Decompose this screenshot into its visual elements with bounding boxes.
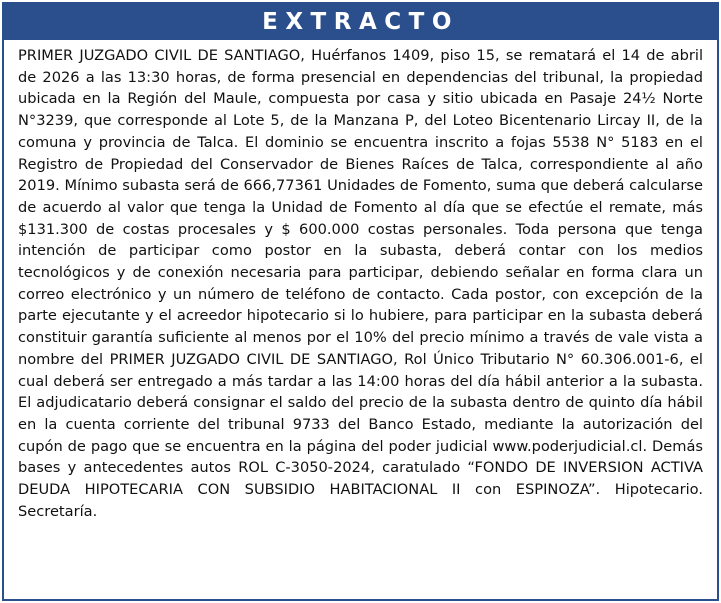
notice-box	[2, 2, 719, 601]
notice-body: PRIMER JUZGADO CIVIL DE SANTIAGO, Huérfanos 1409, piso 15, se rematará el 14 de abril de 2026 a las 13:30 horas, de forma presencial en dependencias del tribunal, la propiedad ubicada en la Región del Maule, compuesta por casa y sitio ubicada en Pasaje 24½ Norte N°3239, que corresponde al Lote 5, de la Manzana P, del Loteo Bicentenario Lircay II, de la comuna y provincia de Talca. El dominio se encuentra inscrito a fojas 5538 N° 5183 en el Registro de Propiedad del Conservador de Bienes Raíces de Talca, correspondiente al año 2019. Mínimo subasta será de 666,77361 Unidades de Fomento, suma que deberá calcularse de acuerdo al valor que tenga la Unidad de Fomento al día que se efectúe el remate, más $131.300 de costas procesales y $ 600.000 costas personales. Toda persona que tenga intención de participar como postor en la subasta, deberá contar con los medios tecnológicos y de conexión necesaria para participar, debiendo señalar en forma clara un correo electrónico y un número de teléfono de contacto. Cada postor, con excepción de la parte ejecutante y el acreedor hipotecario si lo hubiere, para participar en la subasta deberá constituir garantía suficiente al menos por el 10% del precio mínimo a través de vale vista a nombre del PRIMER JUZGADO CIVIL DE SANTIAGO, Rol Único Tributario N° 60.306.001-6, el cual deberá ser entregado a más tardar a las 14:00 horas del día hábil anterior a la subasta. El adjudicatario deberá consignar el saldo del precio de la subasta dentro de quinto día hábil en la cuenta corriente del tribunal 9733 del Banco Estado, mediante la autorización del cupón de pago que se encuentra en la página del poder judicial www.poderjudicial.cl. Demás bases y antecedentes autos ROL C-3050-2024, caratulado “FONDO DE INVERSION ACTIVA DEUDA HIPOTECARIA CON SUBSIDIO HABITACIONAL II con ESPINOZA”. Hipotecario. Secretaría.	[18, 47, 703, 520]
notice-heading: EXTRACTO	[4, 4, 717, 40]
